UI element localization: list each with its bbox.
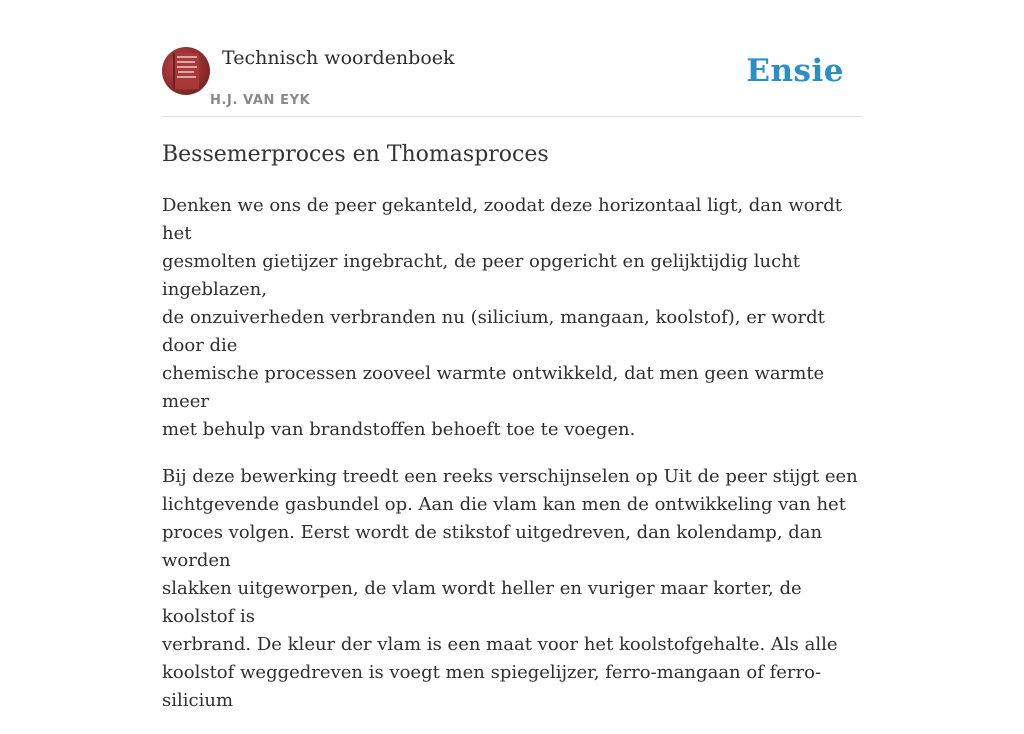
book-title[interactable]: Technisch woordenboek [222,47,455,69]
book-author[interactable]: H.J. VAN EYK [210,93,311,108]
article-title: Bessemerproces en Thomasproces [162,142,549,167]
article-content [162,192,862,734]
article-paragraph: Denken we ons de peer gekanteld, zoodat deze horizontaal ligt, dan wordt het gesmolten gietijzer ingebracht, de peer opgericht en gelijktijdig lucht ingeblazen, de onzuiverheden verbranden nu (silicium, mangaan, koolstof), er wordt door die chemische processen zooveel warmte ontwikkeld, dat men geen warmte meer met behulp van brandstoffen behoeft toe te voegen. [162,195,842,440]
book-cover-avatar[interactable] [162,47,210,95]
article-paragraph: Bij deze bewerking treedt een reeks verschijnselen op Uit de peer stijgt een lichtgevende gasbundel op. Aan die vlam kan men de ontwikkeling van het proces volgen. Eerst wordt de stikstof uitgedreven, dan kolendamp, dan worden slakken uitgeworpen, de vlam wordt heller en vuriger maar korter, de koolstof is verbrand. De kleur der vlam is een maat voor het koolstofgehalte. Als alle koolstof weggedreven is voegt men spiegelijzer, ferro-mangaan of ferro-silicium [162,466,858,711]
book-header [162,46,862,117]
book-cover-icon [162,47,210,95]
ensie-logo-link[interactable]: Ensie [746,53,844,89]
